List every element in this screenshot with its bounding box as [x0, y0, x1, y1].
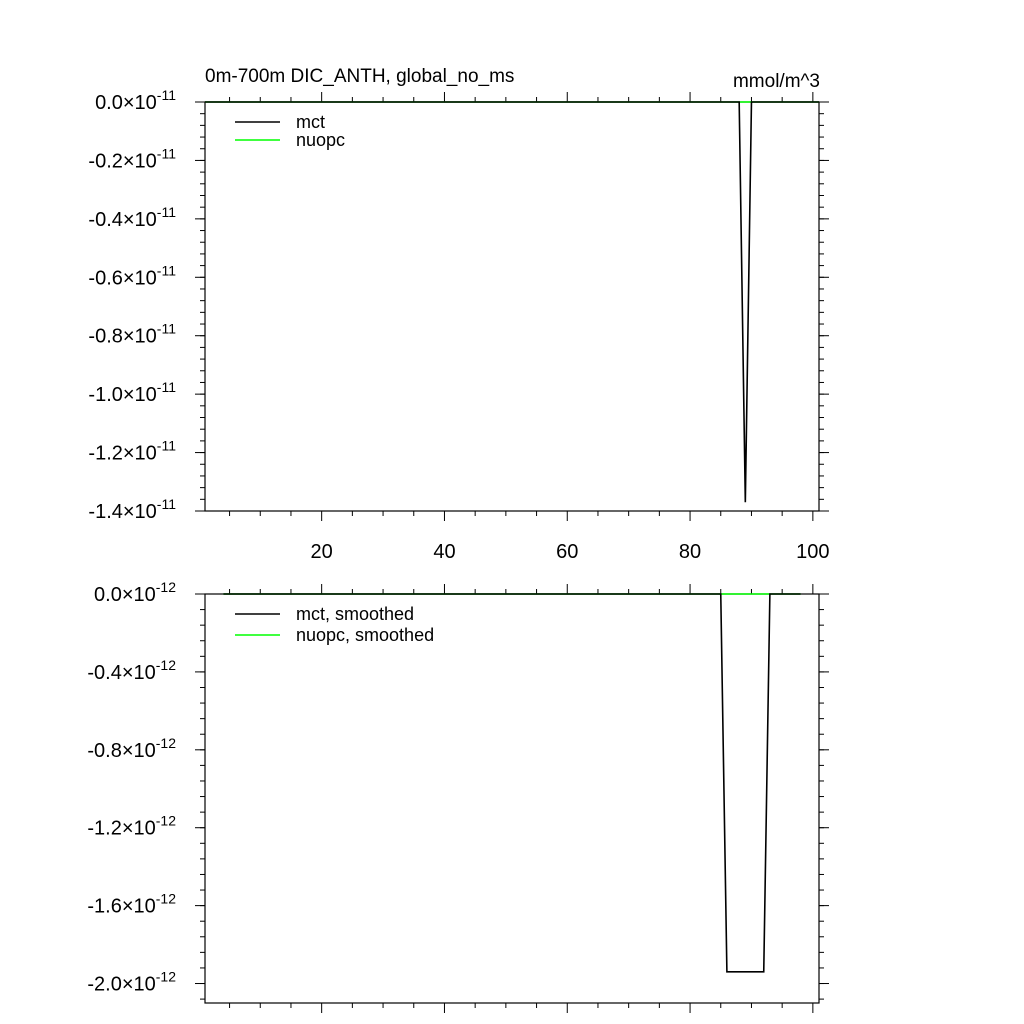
y-tick-label: $-0.6\times 10^{-11}$ — [88, 262, 176, 290]
legend — [235, 112, 345, 150]
plot-frame — [205, 102, 819, 511]
legend-label: nuopc, smoothed — [296, 625, 435, 645]
tick-marks — [195, 584, 829, 1013]
x-tick-label: 100 — [796, 541, 830, 563]
y-tick-label: $-0.4\times 10^{-12}$ — [87, 656, 176, 684]
y-tick-label: $-1.2\times 10^{-11}$ — [88, 437, 176, 465]
y-tick-label: $-1.2\times 10^{-12}$ — [87, 812, 176, 840]
x-tick-label: 80 — [678, 541, 702, 563]
x-tick-label: 40 — [433, 541, 456, 563]
legend — [235, 604, 434, 645]
tick-marks — [195, 92, 829, 521]
y-tick-label: $0.0\times 10^{-12}$ — [94, 579, 176, 606]
bottom-panel — [87, 579, 829, 1013]
legend-label: mct, smoothed — [296, 604, 415, 624]
x-tick-labels — [311, 541, 830, 563]
x-tick-label: 20 — [310, 541, 333, 563]
x-tick-label: 60 — [556, 541, 579, 563]
y-tick-label: $-0.8\times 10^{-12}$ — [87, 734, 176, 762]
y-tick-labels — [87, 579, 176, 996]
top-panel — [88, 66, 829, 563]
legend-label: mct — [296, 112, 325, 132]
y-tick-label: $-0.8\times 10^{-11}$ — [88, 320, 176, 348]
series-lines — [223, 594, 800, 972]
y-tick-label: $-0.2\times 10^{-11}$ — [88, 145, 176, 173]
units-label: mmol/m^3 — [732, 71, 820, 92]
y-tick-label: $-0.4\times 10^{-11}$ — [88, 203, 176, 231]
series-line — [223, 594, 800, 972]
series-lines — [205, 102, 819, 502]
y-tick-label: $-2.0\times 10^{-12}$ — [87, 968, 176, 996]
series-line — [205, 102, 819, 502]
y-tick-label: $-1.4\times 10^{-11}$ — [88, 496, 176, 523]
y-tick-label: $-1.0\times 10^{-11}$ — [88, 379, 176, 407]
legend-label: nuopc — [296, 130, 346, 150]
y-tick-label: $0.0\times 10^{-11}$ — [95, 87, 176, 114]
y-tick-label: $-1.6\times 10^{-12}$ — [87, 890, 176, 918]
y-tick-labels — [88, 87, 176, 523]
chart-title: 0m-700m DIC_ANTH, global_no_ms — [205, 66, 515, 87]
